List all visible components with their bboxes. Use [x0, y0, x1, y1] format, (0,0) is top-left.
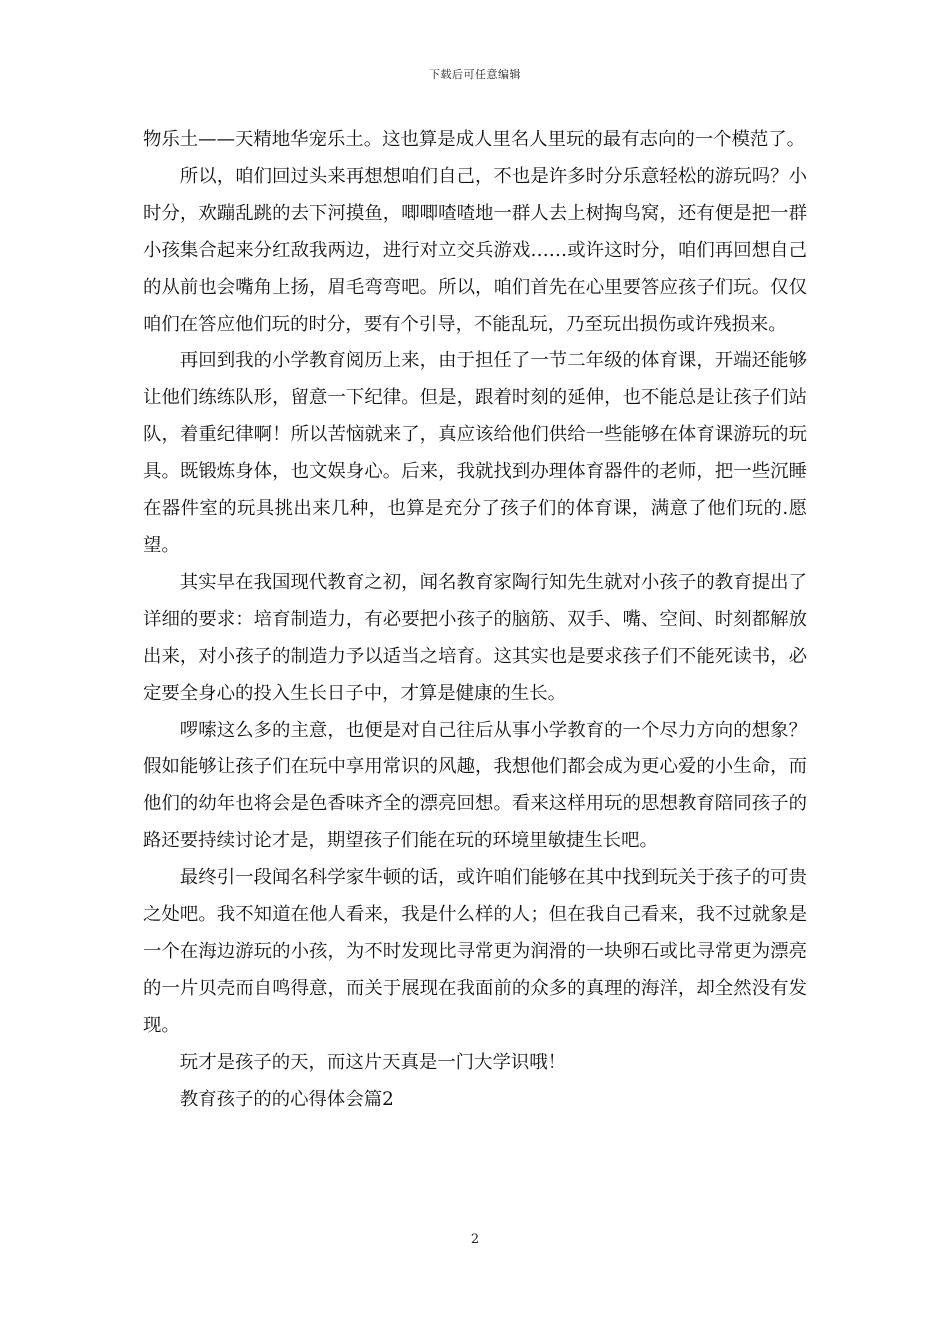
paragraph-tao-xingzhi: 其实早在我国现代教育之初，闻名教育家陶行知先生就对小孩子的教育提出了详细的要求：培育制造力，有必要把小孩子的脑筋、双手、嘴、空间、时刻都解放出来，对小孩子的制造力予以适当之培育。这其实也是要求孩子们不能死读书，必定要全身心的投入生长日子中，才算是健康的生长。	[143, 571, 807, 704]
paragraph-continuation: 物乐土——天精地华宠乐土。这也算是成人里名人里玩的最有志向的一个模范了。	[143, 129, 806, 150]
paragraph-play-memories: 所以，咱们回过头来再想想咱们自己，不也是许多时分乐意轻松的游玩吗？小时分，欢蹦乱跳的去下河摸鱼，唧唧喳喳地一群人去上树掏鸟窝，还有便是把一群小孩集合起来分红敌我两边，进行对立交兵游戏……或许这时分，咱们再回想自己的从前也会嘴角上扬，眉毛弯弯吧。所以，咱们首先在心里要答应孩子们玩。仅仅咱们在答应他们玩的时分，要有个引导，不能乱玩，乃至玩出损伤或许残损来。	[143, 165, 807, 335]
paragraph-future-teaching: 啰嗦这么多的主意，也便是对自己往后从事小学教育的一个尽力方向的想象？假如能够让孩子们在玩中享用常识的风趣，我想他们都会成为更心爱的小生命，而他们的幼年也将会是色香味齐全的漂亮回想。看来这样用玩的思想教育陪同孩子的路还要持续讨论才是，期望孩子们能在玩的环境里敏捷生长吧。	[143, 719, 807, 852]
paragraph-closing-line: 玩才是孩子的天，而这片天真是一门大学识哦！	[179, 1051, 567, 1073]
paragraph-pe-class: 再回到我的小学教育阅历上来，由于担任了一节二年级的体育课，开端还能够让他们练练队形，留意一下纪律。但是，跟着时刻的延伸，也不能总是让孩子们站队，着重纪律啊！所以苦恼就来了，真应该给他们供给一些能够在体育课游玩的玩具。既锻炼身体，也文娱身心。后来，我就找到办理体育器件的老师，把一些沉睡在器件室的玩具挑出来几种，也算是充分了孩子们的体育课，满意了他们玩的.愿望。	[143, 350, 807, 556]
section-heading: 教育孩子的的心得体会篇2	[179, 1088, 394, 1110]
paragraph-newton-quote: 最终引一段闻名科学家牛顿的话，或许咱们能够在其中找到玩关于孩子的可贵之处吧。我不知道在他人看来，我是什么样的人；但在我自己看来，我不过就象是一个在海边游玩的小孩，为不时发现比寻常更为润滑的一块卵石或比寻常更为漂亮的一片贝壳而自鸣得意，而关于展现在我面前的众多的真理的海洋，却全然没有发现。	[143, 867, 807, 1036]
page-number: 2	[470, 1232, 480, 1247]
page-header: 下载后可任意编辑	[429, 68, 521, 81]
document-body	[143, 122, 807, 1118]
